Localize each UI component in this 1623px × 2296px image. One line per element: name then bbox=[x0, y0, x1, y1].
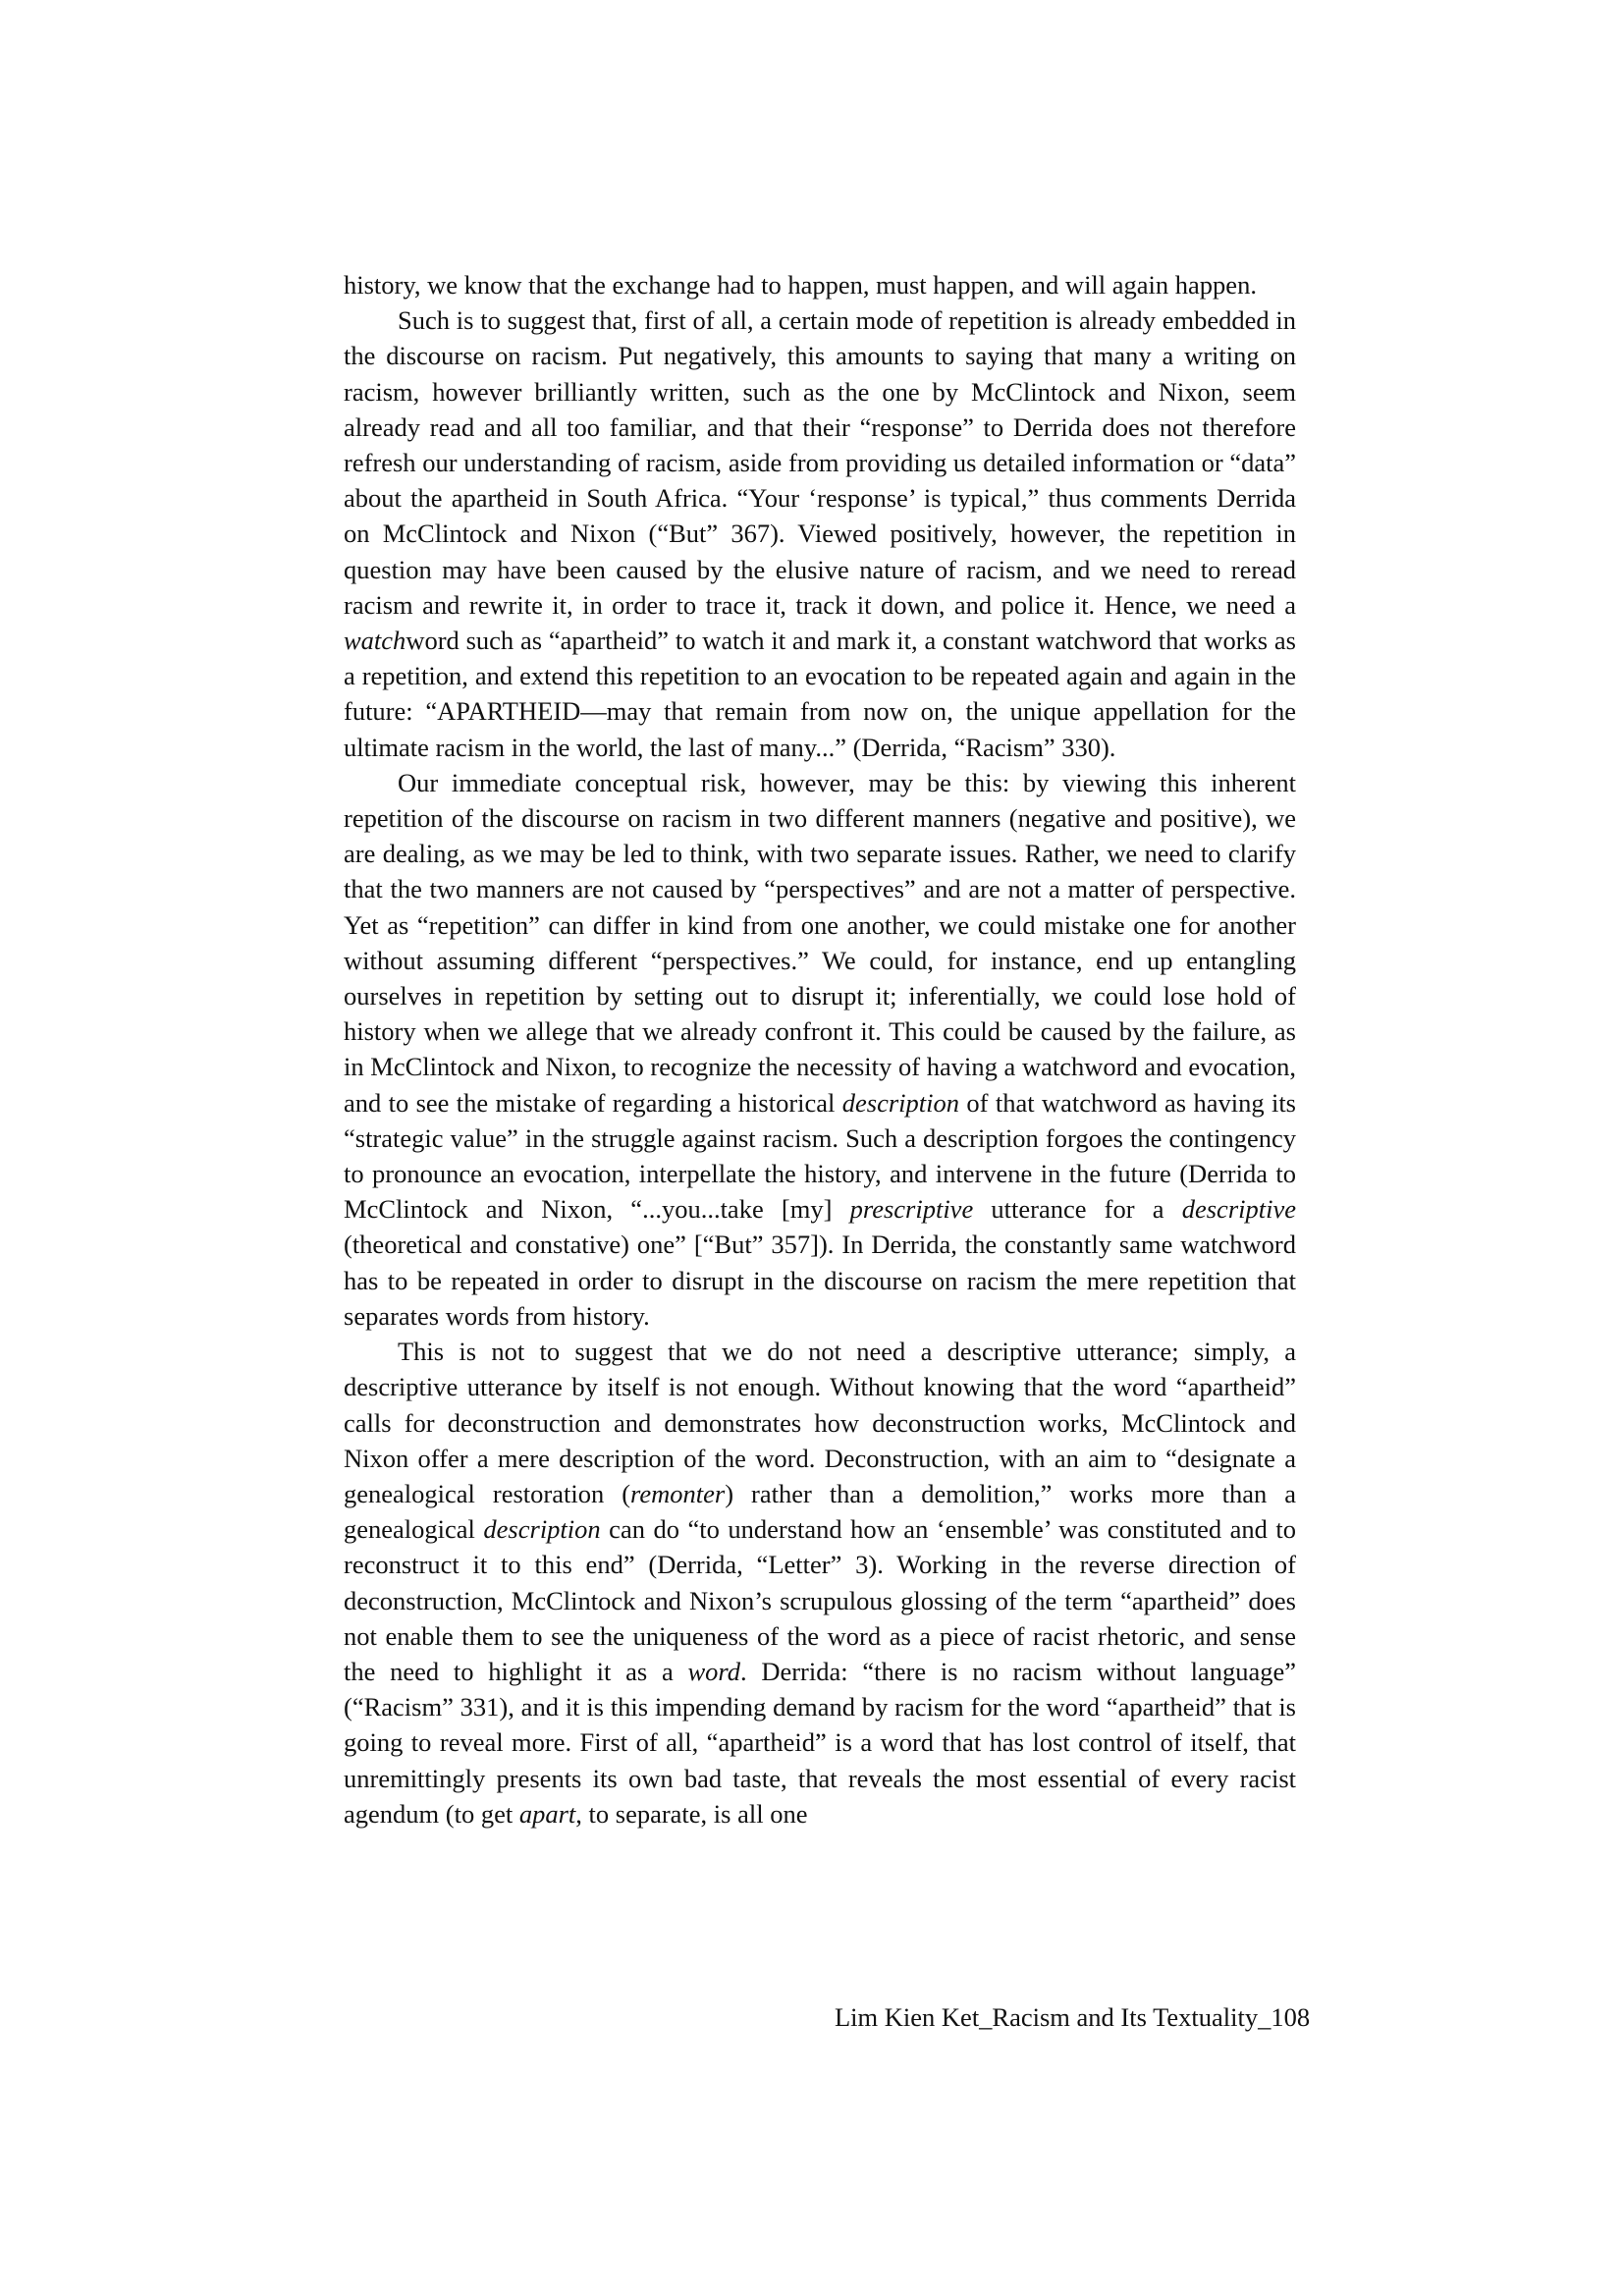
paragraph-repetition bbox=[344, 302, 1296, 765]
text-span: (theoretical and constative) one” [“But” 357]). In Derrida, the constantly same watchword has to be repeated in order to disrupt in the discourse on racism the mere repetition that separates words from history. bbox=[344, 1230, 1296, 1331]
text-span: This is not to suggest that we do not need a descriptive utterance; simply, a descriptive utterance by itself is not enough. Without knowing that the word “apartheid” calls for deconstruction and demonstrates how deconstruction works, McClintock and Nixon offer a mere description of the word. Deconstruction, with an aim to “designate a genealogical restoration ( bbox=[344, 1337, 1296, 1508]
italic-span: remonter bbox=[630, 1478, 726, 1508]
text-span: Such is to suggest that, first of all, a certain mode of repetition is already embedded in the discourse on racism. Put negatively, this amounts to saying that many a writing on racism, however brilliantly written, such as the one by McClintock and Nixon, seem already read and all too familiar, and that their “response” to Derrida does not therefore refresh our understanding of racism, aside from providing us detailed information or “data” about the apartheid in South Africa. “Your ‘response’ is typical,” thus comments Derrida on McClintock and Nixon (“But” 367). Viewed positively, however, the repetition in question may have been caused by the elusive nature of racism, and we need to reread racism and rewrite it, in order to trace it, track it down, and police it. Hence, we need a bbox=[344, 305, 1296, 620]
paragraph-conceptual-risk bbox=[344, 765, 1296, 1334]
paragraph-descriptive-utterance bbox=[344, 1334, 1296, 1831]
text-span: utterance for a bbox=[973, 1194, 1182, 1225]
italic-span: prescriptive bbox=[849, 1194, 974, 1225]
running-footer: Lim Kien Ket_Racism and Its Textuality_108 bbox=[835, 2002, 1311, 2032]
text-span: ) rather than a demolition,” works more than a genealogical bbox=[344, 1478, 1297, 1545]
body-text bbox=[344, 267, 1296, 1831]
italic-span: word bbox=[687, 1656, 740, 1686]
italic-span: watch bbox=[344, 626, 406, 656]
italic-span: apart bbox=[518, 1798, 576, 1829]
italic-span: descriptive bbox=[1181, 1194, 1296, 1225]
text-span: can do “to understand how an ‘ensemble’ was constituted and to reconstruct it to this end” (Derrida, “Letter” 3). Working in the reverse direction of deconstruction, McClintock and Nixon’s scrupulous glossing of the term “apartheid” does not enable them to see the uniqueness of the word as a piece of racist rhetoric, and sense the need to highlight it as a bbox=[344, 1514, 1297, 1686]
italic-span: description bbox=[483, 1514, 601, 1545]
text-span: history, we know that the exchange had to happen, must happen, and will again happen. bbox=[344, 270, 1257, 300]
text-span: word such as “apartheid” to watch it and mark it, a constant watchword that works as a repetition, and extend this repetition to an evocation to be repeated again and again in the future: “APARTHEID—may that remain from now on, the unique appellation for the ultimate racism in the world, the last of many...” (Derrida, “Racism” 330). bbox=[344, 626, 1296, 762]
text-span: of that watchword as having its “strategic value” in the struggle against racism. Such a description forgoes the contingency to pronounce an evocation, interpellate the history, and intervene in the future (Derrida to McClintock and Nixon, “...you...take [my] bbox=[344, 1087, 1296, 1225]
text-span: , to separate, is all one bbox=[575, 1798, 808, 1829]
text-span: . Derrida: “there is no racism without language” (“Racism” 331), and it is this impending demand by racism for the word “apartheid” that is going to reveal more. First of all, “apartheid” is a word that has lost control of itself, that unremittingly presents its own bad taste, that reveals the most essential of every racist agendum (to get bbox=[344, 1656, 1296, 1829]
paragraph-continued bbox=[344, 267, 1296, 302]
italic-span: description bbox=[841, 1087, 960, 1118]
text-span: Our immediate conceptual risk, however, may be this: by viewing this inherent repetition of the discourse on racism in two different manners (negative and positive), we are dealing, as we may be led to think, with two separate issues. Rather, we need to clarify that the two manners are not caused by “perspectives” and are not a matter of perspective. Yet as “repetition” can differ in kind from one another, we could mistake one for another without assuming different “perspectives.” We could, for instance, end up entangling ourselves in repetition by setting out to disrupt it; inferentially, we could lose hold of history when we allege that we already confront it. This could be caused by the failure, as in McClintock and Nixon, to recognize the necessity of having a watchword and evocation, and to see the mistake of regarding a historical bbox=[344, 767, 1296, 1118]
